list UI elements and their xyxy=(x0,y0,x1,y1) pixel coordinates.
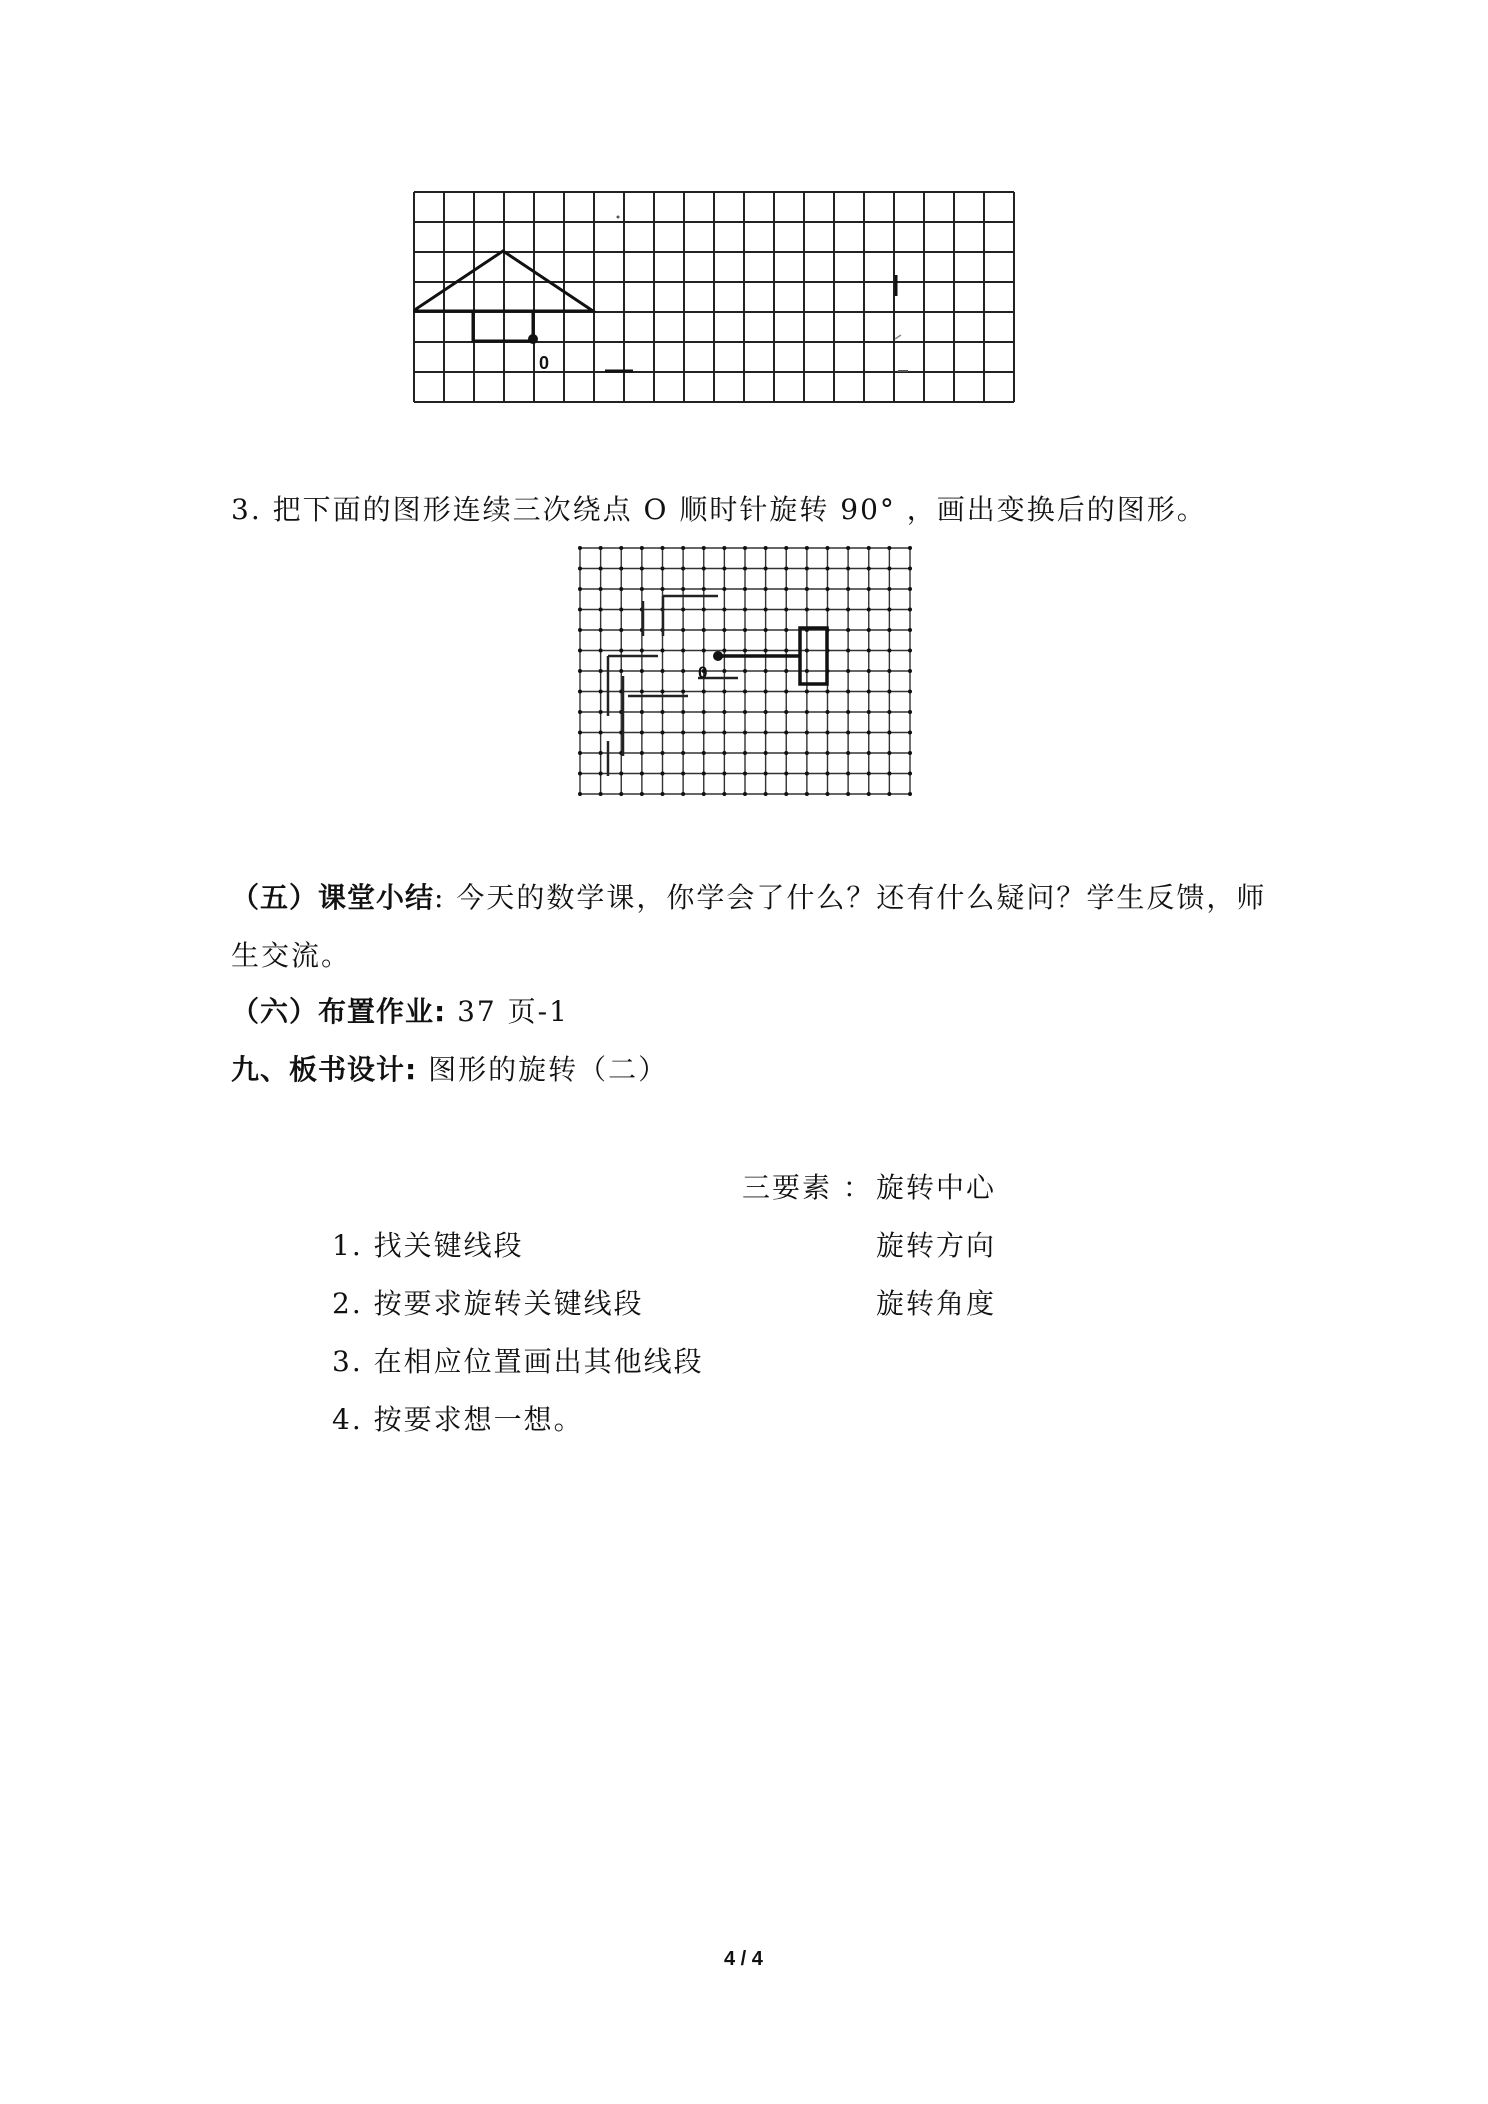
board-heading: 九、板书设计: xyxy=(231,1053,418,1086)
grid-dot xyxy=(867,546,871,550)
element-angle: 旋转角度 xyxy=(876,1287,997,1320)
grid-dot xyxy=(887,628,891,632)
grid-dot xyxy=(578,690,582,694)
grid-dot xyxy=(702,710,706,714)
grid-dot xyxy=(722,649,726,653)
grid-dot xyxy=(764,567,768,571)
grid-dot xyxy=(887,731,891,735)
grid-dot xyxy=(846,608,850,612)
grid-dot xyxy=(578,792,582,796)
grid-dot xyxy=(764,628,768,632)
grid-dot xyxy=(661,751,665,755)
board-title: 图形的旋转（二） xyxy=(417,1053,669,1086)
grid-dot xyxy=(661,669,665,673)
step-4: 4. 按要求想一想。 xyxy=(332,1403,584,1436)
grid-dot xyxy=(640,731,644,735)
grid-dot xyxy=(599,669,603,673)
grid-dot xyxy=(702,792,706,796)
grid-dot xyxy=(908,669,912,673)
grid-dot xyxy=(846,669,850,673)
grid-dot xyxy=(784,731,788,735)
grid-dot xyxy=(805,710,809,714)
grid-dot xyxy=(867,628,871,632)
board-line xyxy=(231,1050,668,1090)
grid-dot xyxy=(578,608,582,612)
grid-dot xyxy=(722,546,726,550)
grid-dot xyxy=(805,567,809,571)
element-center: 旋转中心 xyxy=(876,1171,997,1204)
grid-dot xyxy=(887,587,891,591)
grid-dot xyxy=(702,628,706,632)
grid-dot xyxy=(805,772,809,776)
grid-dot xyxy=(908,751,912,755)
grid-dot xyxy=(764,731,768,735)
grid-dot xyxy=(887,792,891,796)
grid-dot xyxy=(743,690,747,694)
grid-dot xyxy=(908,649,912,653)
grid-dot xyxy=(784,751,788,755)
grid-dot xyxy=(578,669,582,673)
grid-dot xyxy=(743,710,747,714)
grid-dot xyxy=(743,649,747,653)
grid-dot xyxy=(599,792,603,796)
grid-dot xyxy=(578,751,582,755)
grid-dot xyxy=(826,731,830,735)
grid-dot xyxy=(599,587,603,591)
grid-dot xyxy=(826,587,830,591)
grid-dot xyxy=(846,772,850,776)
grid-dot xyxy=(784,690,788,694)
grid-dot xyxy=(681,567,685,571)
grid-dot xyxy=(722,587,726,591)
grid-dot xyxy=(867,751,871,755)
grid-dot xyxy=(846,690,850,694)
grid-dot xyxy=(702,587,706,591)
grid-dot xyxy=(743,567,747,571)
grid-dot xyxy=(826,751,830,755)
grid-dot xyxy=(826,567,830,571)
grid-dot xyxy=(826,792,830,796)
grid-dot xyxy=(599,710,603,714)
grid-dot xyxy=(578,567,582,571)
step-1: 1. 找关键线段 xyxy=(332,1229,524,1262)
grid-dot xyxy=(640,690,644,694)
grid-dot xyxy=(681,608,685,612)
grid-dot xyxy=(681,690,685,694)
grid-dot xyxy=(599,772,603,776)
rotation-center-point-2 xyxy=(713,651,723,661)
grid-dot xyxy=(702,731,706,735)
grid-dot xyxy=(805,587,809,591)
grid-dot xyxy=(887,751,891,755)
grid-dot xyxy=(722,567,726,571)
grid-dot xyxy=(867,567,871,571)
elements-label: 三要素 ： xyxy=(742,1171,873,1204)
grid-dot xyxy=(599,628,603,632)
grid-dot xyxy=(784,649,788,653)
grid-dot xyxy=(805,546,809,550)
grid-dot xyxy=(805,751,809,755)
grid-dot xyxy=(887,608,891,612)
grid-dot xyxy=(846,649,850,653)
grid-dot xyxy=(722,690,726,694)
grid-dot xyxy=(578,628,582,632)
grid-dot xyxy=(661,772,665,776)
page-number: 4 / 4 xyxy=(724,1948,763,1970)
grid-dot xyxy=(867,669,871,673)
grid-dot xyxy=(887,669,891,673)
grid-dot xyxy=(846,546,850,550)
grid-dot xyxy=(846,731,850,735)
grid-dot xyxy=(702,546,706,550)
grid-dot xyxy=(867,792,871,796)
grid-dot xyxy=(702,649,706,653)
grid-dot xyxy=(661,690,665,694)
grid-dot xyxy=(661,567,665,571)
summary-heading: （五）课堂小结 xyxy=(231,881,435,914)
grid-dot xyxy=(640,567,644,571)
grid-dot xyxy=(599,690,603,694)
grid-dot xyxy=(908,731,912,735)
grid-dot xyxy=(681,587,685,591)
grid-dot xyxy=(619,587,623,591)
grid-dot xyxy=(681,546,685,550)
summary-text-1: : 今天的数学课，你学会了什么？还有什么疑问？学生反馈，师 xyxy=(434,881,1267,914)
grid-dot xyxy=(846,710,850,714)
grid-dot xyxy=(846,792,850,796)
grid-dot xyxy=(722,608,726,612)
grid-dot xyxy=(908,772,912,776)
grid-dot xyxy=(743,628,747,632)
grid-dot xyxy=(661,792,665,796)
grid-dot xyxy=(681,731,685,735)
grid-dot xyxy=(702,567,706,571)
grid-dot xyxy=(908,546,912,550)
grid-dot xyxy=(805,649,809,653)
grid-dot xyxy=(743,608,747,612)
grid-dot xyxy=(702,690,706,694)
grid-dot xyxy=(867,587,871,591)
grid-dot xyxy=(599,649,603,653)
grid-dot xyxy=(908,567,912,571)
grid-dot xyxy=(908,792,912,796)
grid-dot xyxy=(661,587,665,591)
grid-dot xyxy=(681,792,685,796)
step-3: 3. 在相应位置画出其他线段 xyxy=(332,1345,704,1378)
grid-dot xyxy=(764,772,768,776)
grid-dot xyxy=(681,628,685,632)
grid-dot xyxy=(867,731,871,735)
grid-dot xyxy=(743,587,747,591)
grid-dot xyxy=(578,649,582,653)
key-shape xyxy=(718,628,827,684)
grid-dot xyxy=(764,751,768,755)
grid-dot xyxy=(867,608,871,612)
grid-dot xyxy=(743,669,747,673)
grid-dot xyxy=(826,710,830,714)
grid-dot xyxy=(599,608,603,612)
grid-dot xyxy=(640,792,644,796)
grid-dot xyxy=(867,710,871,714)
grid-dot xyxy=(764,669,768,673)
grid-dot xyxy=(640,649,644,653)
grid-dot xyxy=(846,587,850,591)
grid-dot xyxy=(578,731,582,735)
grid-dot xyxy=(784,628,788,632)
grid-dot xyxy=(578,546,582,550)
grid-dot xyxy=(805,608,809,612)
grid-dot xyxy=(826,608,830,612)
grid-dot xyxy=(784,710,788,714)
grid-dot xyxy=(826,772,830,776)
grid-dot xyxy=(743,546,747,550)
grid-dot xyxy=(661,649,665,653)
grid-dot xyxy=(805,690,809,694)
grid-dot xyxy=(887,710,891,714)
point-label-2: 0 xyxy=(698,663,708,682)
grid-dot xyxy=(784,546,788,550)
grid-dot xyxy=(640,772,644,776)
grid-dot xyxy=(908,587,912,591)
grid-dot xyxy=(619,546,623,550)
grid-dot xyxy=(681,772,685,776)
grid-dot xyxy=(805,792,809,796)
step-2: 2. 按要求旋转关键线段 xyxy=(332,1287,644,1320)
grid-dot xyxy=(743,772,747,776)
grid-dot xyxy=(743,731,747,735)
grid-dot xyxy=(743,751,747,755)
grid-dot xyxy=(619,628,623,632)
homework-line xyxy=(231,992,569,1032)
grid-dot xyxy=(846,751,850,755)
grid-dot xyxy=(578,587,582,591)
exercise-3-text: 3. 把下面的图形连续三次绕点 O 顺时针旋转 90° ，画出变换后的图形。 xyxy=(231,493,1207,526)
homework-text: 37 页-1 xyxy=(446,995,569,1028)
grid-dot xyxy=(826,546,830,550)
grid-dot xyxy=(619,567,623,571)
grid-dot xyxy=(722,731,726,735)
grid-dot xyxy=(887,772,891,776)
grid-dot xyxy=(784,608,788,612)
grid-dot xyxy=(784,587,788,591)
grid-dot xyxy=(681,751,685,755)
grid-dot xyxy=(764,792,768,796)
grid-dot xyxy=(887,649,891,653)
grid-dot xyxy=(640,546,644,550)
grid-dot xyxy=(640,710,644,714)
grid-dot xyxy=(743,792,747,796)
point-label: 0 xyxy=(539,353,550,373)
element-direction: 旋转方向 xyxy=(876,1229,997,1262)
grid-dot xyxy=(599,546,603,550)
grid-dot xyxy=(681,669,685,673)
grid-dot xyxy=(640,669,644,673)
grid-dot xyxy=(702,608,706,612)
grid-dot xyxy=(722,751,726,755)
grid-dot xyxy=(599,567,603,571)
grid-dot xyxy=(867,690,871,694)
grid-dot xyxy=(661,546,665,550)
grid-dot xyxy=(640,587,644,591)
grid-dot xyxy=(887,690,891,694)
grid-dot xyxy=(784,772,788,776)
grid-dot xyxy=(722,792,726,796)
grid-dot xyxy=(908,710,912,714)
grid-dot xyxy=(661,710,665,714)
grid-figure-2 xyxy=(578,546,914,796)
grid-dot xyxy=(619,792,623,796)
grid-dot xyxy=(846,628,850,632)
grid-dot xyxy=(908,690,912,694)
grid-dot xyxy=(681,649,685,653)
grid-dot xyxy=(887,546,891,550)
grid-dot xyxy=(722,628,726,632)
grid-dot xyxy=(578,710,582,714)
grid-dot xyxy=(867,772,871,776)
grid-dot xyxy=(805,669,809,673)
summary-line-1 xyxy=(231,878,1266,918)
grid-dot xyxy=(784,669,788,673)
grid-dot xyxy=(764,546,768,550)
grid-dot xyxy=(826,690,830,694)
grid-dot xyxy=(764,710,768,714)
grid-dot xyxy=(784,567,788,571)
grid-dot xyxy=(887,567,891,571)
grid-dot xyxy=(619,608,623,612)
grid-dot xyxy=(661,731,665,735)
grid-dot xyxy=(702,772,706,776)
grid-figure-1 xyxy=(413,191,1023,403)
summary-line-2: 生交流。 xyxy=(231,939,352,972)
grid-dot xyxy=(619,669,623,673)
grid-dot xyxy=(681,710,685,714)
grid-dot xyxy=(764,649,768,653)
grid-dot xyxy=(722,772,726,776)
grid-dot xyxy=(764,608,768,612)
grid-dot xyxy=(619,649,623,653)
grid-dot xyxy=(619,772,623,776)
grid-dot xyxy=(722,710,726,714)
grid-dot xyxy=(722,669,726,673)
grid-dot xyxy=(578,772,582,776)
grid-dot xyxy=(846,567,850,571)
grid-dot xyxy=(764,587,768,591)
grid-dot xyxy=(784,792,788,796)
rotation-center-point xyxy=(528,334,538,344)
grid-dot xyxy=(764,690,768,694)
grid-dot xyxy=(908,608,912,612)
homework-heading: （六）布置作业: xyxy=(231,995,447,1028)
grid-dot xyxy=(805,731,809,735)
grid-dot xyxy=(702,751,706,755)
grid-dot xyxy=(599,751,603,755)
grid-dot xyxy=(867,649,871,653)
grid-dot xyxy=(599,731,603,735)
grid-dot xyxy=(640,751,644,755)
grid-dot xyxy=(908,628,912,632)
